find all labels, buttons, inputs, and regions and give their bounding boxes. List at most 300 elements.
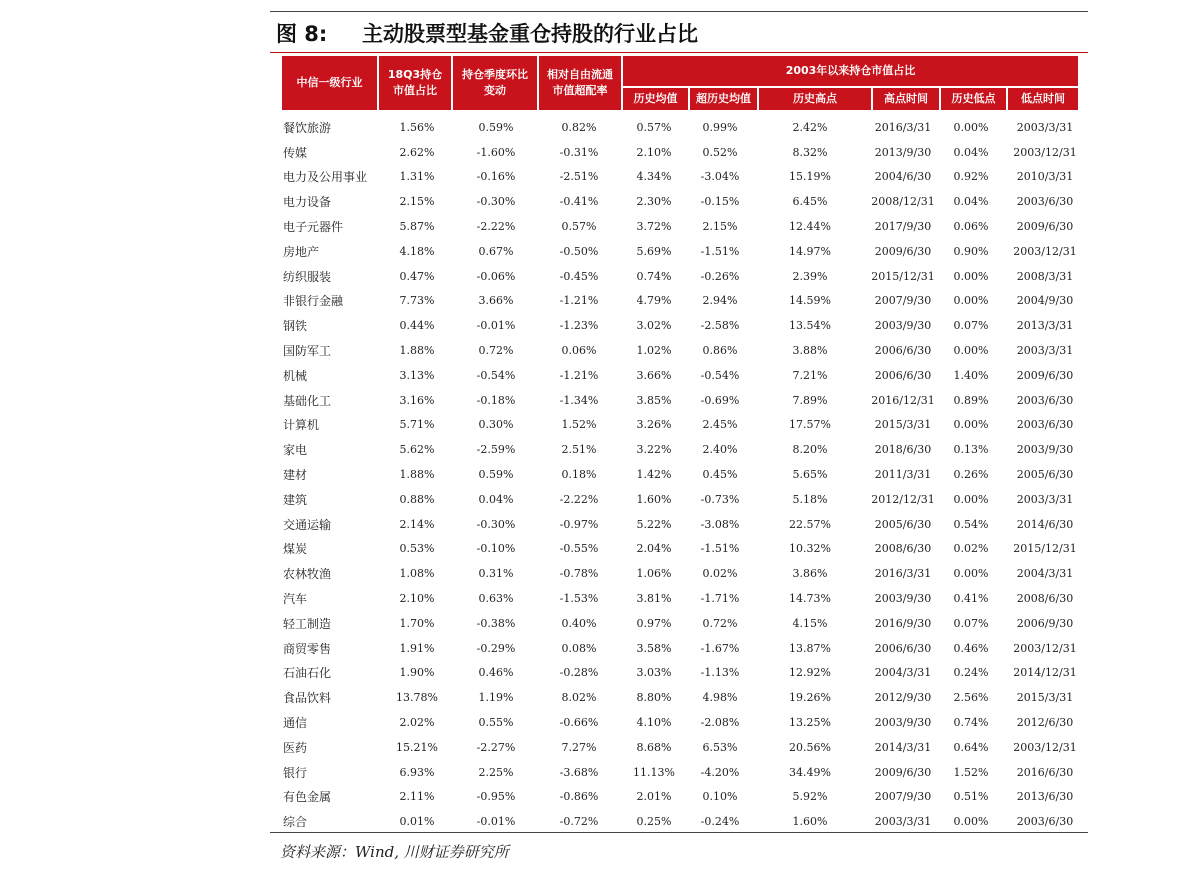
cell-low-time: 2004/3/31 xyxy=(1016,567,1074,581)
cell-qoq: -0.38% xyxy=(476,616,516,630)
cell-hist-avg: 1.02% xyxy=(636,344,672,358)
cell-industry: 机械 xyxy=(283,368,308,383)
cell-hist-high: 1.60% xyxy=(792,815,828,829)
cell-share: 1.56% xyxy=(399,120,435,134)
cell-industry: 纺织服装 xyxy=(283,269,332,284)
table-row xyxy=(276,264,1088,289)
cell-low-time: 2003/3/31 xyxy=(1016,344,1074,358)
cell-low-time: 2003/6/30 xyxy=(1016,393,1074,407)
cell-share: 2.15% xyxy=(399,195,435,209)
cell-low-time: 2003/3/31 xyxy=(1016,492,1074,506)
cell-qoq: 0.67% xyxy=(478,244,514,258)
cell-high-time: 2005/6/30 xyxy=(874,517,932,531)
table-row xyxy=(276,115,1088,140)
cell-relative: -1.53% xyxy=(559,592,599,606)
cell-over-avg: 0.52% xyxy=(702,145,738,159)
table-row xyxy=(276,537,1088,562)
cell-hist-high: 20.56% xyxy=(789,740,831,754)
cell-hist-high: 6.45% xyxy=(792,195,828,209)
cell-hist-low: 0.07% xyxy=(953,319,989,333)
cell-hist-avg: 3.72% xyxy=(636,220,672,234)
cell-relative: -2.51% xyxy=(559,170,599,184)
cell-industry: 建筑 xyxy=(283,492,308,507)
cell-industry: 医药 xyxy=(283,740,308,755)
cell-relative: -1.34% xyxy=(559,393,599,407)
cell-hist-low: 0.04% xyxy=(953,195,989,209)
cell-qoq: -0.95% xyxy=(476,790,516,804)
cell-industry: 银行 xyxy=(283,765,308,780)
table-row xyxy=(276,611,1088,636)
cell-over-avg: 0.72% xyxy=(702,616,738,630)
cell-hist-high: 3.86% xyxy=(792,567,828,581)
table-row xyxy=(276,760,1088,785)
cell-low-time: 2012/6/30 xyxy=(1016,716,1074,730)
cell-relative: 8.02% xyxy=(561,691,597,705)
cell-share: 1.88% xyxy=(399,344,435,358)
cell-hist-avg: 0.74% xyxy=(636,269,672,283)
cell-industry: 煤炭 xyxy=(283,542,308,557)
cell-hist-avg: 1.60% xyxy=(636,492,672,506)
cell-share: 0.88% xyxy=(399,492,435,506)
cell-industry: 汽车 xyxy=(283,592,308,607)
cell-low-time: 2009/6/30 xyxy=(1016,220,1074,234)
cell-relative: -0.97% xyxy=(559,517,599,531)
cell-industry: 通信 xyxy=(283,716,308,731)
cell-share: 1.08% xyxy=(399,567,435,581)
cell-share: 0.44% xyxy=(399,319,435,333)
cell-qoq: -0.30% xyxy=(476,517,516,531)
cell-hist-low: 0.54% xyxy=(953,517,989,531)
cell-industry: 电力及公用事业 xyxy=(283,170,368,185)
cell-relative: -1.21% xyxy=(559,368,599,382)
cell-relative: 7.27% xyxy=(561,740,597,754)
cell-industry: 建材 xyxy=(283,468,308,483)
cell-hist-low: 0.90% xyxy=(953,244,989,258)
cell-qoq: -2.27% xyxy=(476,740,516,754)
cell-relative: -2.22% xyxy=(559,492,599,506)
cell-hist-high: 13.25% xyxy=(789,716,831,730)
table-row xyxy=(276,561,1088,586)
cell-qoq: -0.16% xyxy=(476,170,516,184)
figure-title xyxy=(276,16,698,52)
cell-low-time: 2004/9/30 xyxy=(1016,294,1074,308)
cell-hist-avg: 3.02% xyxy=(636,319,672,333)
header-industry: 中信一级行业 xyxy=(282,56,377,110)
cell-hist-low: 2.56% xyxy=(953,691,989,705)
cell-high-time: 2004/6/30 xyxy=(874,170,932,184)
cell-high-time: 2003/9/30 xyxy=(874,592,932,606)
cell-hist-low: 0.51% xyxy=(953,790,989,804)
cell-relative: -0.66% xyxy=(559,716,599,730)
cell-relative: 0.18% xyxy=(561,468,597,482)
cell-qoq: 3.66% xyxy=(478,294,514,308)
cell-industry: 电力设备 xyxy=(283,195,332,210)
cell-hist-high: 8.32% xyxy=(792,145,828,159)
cell-hist-low: 0.02% xyxy=(953,542,989,556)
cell-over-avg: -0.69% xyxy=(700,393,740,407)
table-row xyxy=(276,512,1088,537)
table-row xyxy=(276,165,1088,190)
cell-high-time: 2007/9/30 xyxy=(874,294,932,308)
cell-over-avg: 0.10% xyxy=(702,790,738,804)
cell-hist-high: 34.49% xyxy=(789,765,831,779)
cell-relative: -0.31% xyxy=(559,145,599,159)
table-row xyxy=(276,338,1088,363)
table-row xyxy=(276,586,1088,611)
cell-relative: 0.06% xyxy=(561,344,597,358)
cell-over-avg: -0.15% xyxy=(700,195,740,209)
cell-relative: -0.28% xyxy=(559,666,599,680)
cell-hist-avg: 3.26% xyxy=(636,418,672,432)
header-qoq: 持仓季度环比变动 xyxy=(453,56,537,110)
cell-relative: -0.72% xyxy=(559,815,599,829)
cell-over-avg: 0.02% xyxy=(702,567,738,581)
cell-hist-low: 0.00% xyxy=(953,120,989,134)
cell-share: 1.88% xyxy=(399,468,435,482)
table-row xyxy=(276,685,1088,710)
cell-share: 0.01% xyxy=(399,815,435,829)
cell-hist-avg: 2.01% xyxy=(636,790,672,804)
cell-high-time: 2003/9/30 xyxy=(874,319,932,333)
cell-over-avg: -2.08% xyxy=(700,716,740,730)
table-row xyxy=(276,388,1088,413)
cell-hist-low: 0.06% xyxy=(953,220,989,234)
cell-relative: -0.86% xyxy=(559,790,599,804)
table-row xyxy=(276,785,1088,810)
cell-low-time: 2003/12/31 xyxy=(1013,641,1077,655)
cell-share: 0.53% xyxy=(399,542,435,556)
table-row xyxy=(276,735,1088,760)
cell-hist-low: 0.00% xyxy=(953,418,989,432)
cell-industry: 农林牧渔 xyxy=(283,567,332,582)
cell-high-time: 2015/12/31 xyxy=(871,269,935,283)
cell-qoq: -0.29% xyxy=(476,641,516,655)
cell-over-avg: 2.94% xyxy=(702,294,738,308)
table-row xyxy=(276,487,1088,512)
top-rule xyxy=(270,11,1088,12)
cell-hist-low: 0.04% xyxy=(953,145,989,159)
cell-hist-high: 5.65% xyxy=(792,468,828,482)
cell-low-time: 2003/9/30 xyxy=(1016,443,1074,457)
cell-industry: 餐饮旅游 xyxy=(283,120,332,135)
cell-over-avg: 2.15% xyxy=(702,220,738,234)
cell-hist-avg: 8.68% xyxy=(636,740,672,754)
table-row xyxy=(276,189,1088,214)
cell-high-time: 2006/6/30 xyxy=(874,368,932,382)
cell-over-avg: -0.24% xyxy=(700,815,740,829)
cell-qoq: -0.18% xyxy=(476,393,516,407)
cell-relative: 0.82% xyxy=(561,120,597,134)
cell-industry: 交通运输 xyxy=(283,517,332,532)
cell-qoq: -2.22% xyxy=(476,220,516,234)
cell-share: 2.62% xyxy=(399,145,435,159)
cell-hist-avg: 0.57% xyxy=(636,120,672,134)
cell-hist-high: 2.42% xyxy=(792,120,828,134)
cell-hist-low: 0.00% xyxy=(953,269,989,283)
industry-table xyxy=(276,115,1088,834)
cell-share: 15.21% xyxy=(396,740,438,754)
table-row xyxy=(276,661,1088,686)
cell-high-time: 2016/3/31 xyxy=(874,120,932,134)
cell-relative: -1.21% xyxy=(559,294,599,308)
cell-hist-low: 0.74% xyxy=(953,716,989,730)
cell-high-time: 2016/3/31 xyxy=(874,567,932,581)
cell-relative: 2.51% xyxy=(561,443,597,457)
cell-over-avg: -0.54% xyxy=(700,368,740,382)
table-row xyxy=(276,239,1088,264)
cell-share: 1.91% xyxy=(399,641,435,655)
table-row xyxy=(276,363,1088,388)
cell-hist-avg: 2.10% xyxy=(636,145,672,159)
cell-qoq: -0.06% xyxy=(476,269,516,283)
cell-industry: 房地产 xyxy=(283,244,320,259)
cell-high-time: 2006/6/30 xyxy=(874,641,932,655)
cell-hist-high: 17.57% xyxy=(789,418,831,432)
source-note: 资料来源：Wind, 川财证券研究所 xyxy=(280,843,509,861)
cell-hist-avg: 5.22% xyxy=(636,517,672,531)
cell-hist-high: 10.32% xyxy=(789,542,831,556)
cell-over-avg: 6.53% xyxy=(702,740,738,754)
cell-hist-high: 14.59% xyxy=(789,294,831,308)
header-hist-avg: 历史均值 xyxy=(623,88,688,110)
cell-low-time: 2015/12/31 xyxy=(1013,542,1077,556)
cell-over-avg: 2.45% xyxy=(702,418,738,432)
cell-high-time: 2009/6/30 xyxy=(874,244,932,258)
cell-low-time: 2014/12/31 xyxy=(1013,666,1077,680)
table-row xyxy=(276,413,1088,438)
cell-low-time: 2014/6/30 xyxy=(1016,517,1074,531)
cell-hist-avg: 4.10% xyxy=(636,716,672,730)
cell-hist-high: 13.54% xyxy=(789,319,831,333)
cell-industry: 石油石化 xyxy=(283,666,332,681)
cell-relative: -0.45% xyxy=(559,269,599,283)
table-row xyxy=(276,636,1088,661)
cell-industry: 电子元器件 xyxy=(283,220,344,235)
cell-relative: 1.52% xyxy=(561,418,597,432)
cell-hist-avg: 3.81% xyxy=(636,592,672,606)
cell-hist-high: 5.18% xyxy=(792,492,828,506)
cell-hist-low: 0.00% xyxy=(953,815,989,829)
cell-share: 2.11% xyxy=(399,790,435,804)
header-hist-high: 历史高点 xyxy=(759,88,871,110)
cell-hist-low: 1.52% xyxy=(953,765,989,779)
cell-over-avg: 0.45% xyxy=(702,468,738,482)
cell-qoq: 0.46% xyxy=(478,666,514,680)
table-row xyxy=(276,313,1088,338)
cell-industry: 非银行金融 xyxy=(283,294,344,309)
cell-low-time: 2003/12/31 xyxy=(1013,740,1077,754)
cell-qoq: -2.59% xyxy=(476,443,516,457)
cell-industry: 计算机 xyxy=(283,418,320,433)
cell-industry: 家电 xyxy=(283,443,308,458)
cell-low-time: 2008/3/31 xyxy=(1016,269,1074,283)
cell-hist-high: 2.39% xyxy=(792,269,828,283)
cell-hist-high: 19.26% xyxy=(789,691,831,705)
cell-hist-low: 1.40% xyxy=(953,368,989,382)
cell-hist-avg: 3.85% xyxy=(636,393,672,407)
cell-relative: -0.55% xyxy=(559,542,599,556)
header-share: 18Q3持仓市值占比 xyxy=(379,56,451,110)
cell-hist-avg: 0.25% xyxy=(636,815,672,829)
cell-share: 5.71% xyxy=(399,418,435,432)
cell-relative: 0.40% xyxy=(561,616,597,630)
cell-high-time: 2015/3/31 xyxy=(874,418,932,432)
cell-share: 3.13% xyxy=(399,368,435,382)
table-row xyxy=(276,710,1088,735)
cell-high-time: 2012/12/31 xyxy=(871,492,935,506)
cell-hist-avg: 5.69% xyxy=(636,244,672,258)
table-row xyxy=(276,809,1088,834)
table-row xyxy=(276,140,1088,165)
cell-hist-high: 14.73% xyxy=(789,592,831,606)
cell-hist-low: 0.92% xyxy=(953,170,989,184)
cell-low-time: 2016/6/30 xyxy=(1016,765,1074,779)
cell-qoq: 0.55% xyxy=(478,716,514,730)
cell-industry: 钢铁 xyxy=(283,319,308,334)
table-row xyxy=(276,214,1088,239)
cell-qoq: -1.60% xyxy=(476,145,516,159)
bottom-rule xyxy=(270,832,1088,833)
cell-hist-low: 0.46% xyxy=(953,641,989,655)
cell-over-avg: -1.71% xyxy=(700,592,740,606)
cell-relative: -0.50% xyxy=(559,244,599,258)
cell-high-time: 2008/6/30 xyxy=(874,542,932,556)
cell-high-time: 2009/6/30 xyxy=(874,765,932,779)
cell-hist-low: 0.00% xyxy=(953,294,989,308)
cell-low-time: 2003/12/31 xyxy=(1013,244,1077,258)
title-rule xyxy=(270,52,1088,53)
cell-high-time: 2003/9/30 xyxy=(874,716,932,730)
cell-qoq: 0.59% xyxy=(478,468,514,482)
cell-hist-high: 7.21% xyxy=(792,368,828,382)
table-row xyxy=(276,289,1088,314)
cell-over-avg: -3.08% xyxy=(700,517,740,531)
header-relative: 相对自由流通市值超配率 xyxy=(539,56,621,110)
cell-hist-high: 14.97% xyxy=(789,244,831,258)
cell-qoq: 0.30% xyxy=(478,418,514,432)
cell-high-time: 2016/9/30 xyxy=(874,616,932,630)
cell-hist-high: 22.57% xyxy=(789,517,831,531)
figure-title-text: 主动股票型基金重仓持股的行业占比 xyxy=(362,22,698,46)
cell-relative: -0.78% xyxy=(559,567,599,581)
cell-share: 1.90% xyxy=(399,666,435,680)
cell-share: 2.10% xyxy=(399,592,435,606)
cell-qoq: 0.59% xyxy=(478,120,514,134)
cell-hist-low: 0.26% xyxy=(953,468,989,482)
cell-hist-high: 8.20% xyxy=(792,443,828,457)
cell-high-time: 2006/6/30 xyxy=(874,344,932,358)
cell-qoq: -0.54% xyxy=(476,368,516,382)
cell-low-time: 2003/3/31 xyxy=(1016,120,1074,134)
cell-high-time: 2004/3/31 xyxy=(874,666,932,680)
cell-high-time: 2017/9/30 xyxy=(874,220,932,234)
cell-qoq: -0.30% xyxy=(476,195,516,209)
cell-share: 1.31% xyxy=(399,170,435,184)
cell-over-avg: 0.86% xyxy=(702,344,738,358)
cell-hist-high: 3.88% xyxy=(792,344,828,358)
cell-industry: 食品饮料 xyxy=(283,691,332,706)
cell-hist-avg: 0.97% xyxy=(636,616,672,630)
cell-share: 6.93% xyxy=(399,765,435,779)
cell-hist-avg: 3.66% xyxy=(636,368,672,382)
cell-hist-low: 0.24% xyxy=(953,666,989,680)
cell-high-time: 2012/9/30 xyxy=(874,691,932,705)
cell-share: 2.14% xyxy=(399,517,435,531)
cell-qoq: 0.31% xyxy=(478,567,514,581)
cell-qoq: 0.63% xyxy=(478,592,514,606)
cell-over-avg: 4.98% xyxy=(702,691,738,705)
cell-hist-avg: 3.58% xyxy=(636,641,672,655)
cell-qoq: -0.01% xyxy=(476,319,516,333)
cell-hist-high: 12.44% xyxy=(789,220,831,234)
cell-qoq: 2.25% xyxy=(478,765,514,779)
cell-over-avg: -1.13% xyxy=(700,666,740,680)
cell-hist-low: 0.00% xyxy=(953,492,989,506)
header-over-avg: 超历史均值 xyxy=(690,88,757,110)
header-low-time: 低点时间 xyxy=(1008,88,1078,110)
cell-over-avg: -2.58% xyxy=(700,319,740,333)
cell-hist-avg: 11.13% xyxy=(633,765,675,779)
cell-over-avg: -1.67% xyxy=(700,641,740,655)
cell-industry: 轻工制造 xyxy=(283,616,332,631)
cell-high-time: 2018/6/30 xyxy=(874,443,932,457)
cell-hist-avg: 3.03% xyxy=(636,666,672,680)
cell-share: 3.16% xyxy=(399,393,435,407)
cell-high-time: 2007/9/30 xyxy=(874,790,932,804)
cell-hist-low: 0.00% xyxy=(953,567,989,581)
cell-relative: 0.08% xyxy=(561,641,597,655)
cell-high-time: 2013/9/30 xyxy=(874,145,932,159)
cell-low-time: 2008/6/30 xyxy=(1016,592,1074,606)
table-row xyxy=(276,462,1088,487)
cell-share: 1.70% xyxy=(399,616,435,630)
cell-low-time: 2003/12/31 xyxy=(1013,145,1077,159)
cell-low-time: 2006/9/30 xyxy=(1016,616,1074,630)
cell-hist-high: 13.87% xyxy=(789,641,831,655)
cell-relative: -3.68% xyxy=(559,765,599,779)
cell-qoq: 1.19% xyxy=(478,691,514,705)
cell-over-avg: 0.99% xyxy=(702,120,738,134)
cell-qoq: 0.04% xyxy=(478,492,514,506)
cell-high-time: 2016/12/31 xyxy=(871,393,935,407)
cell-hist-low: 0.64% xyxy=(953,740,989,754)
cell-hist-avg: 3.22% xyxy=(636,443,672,457)
cell-share: 5.62% xyxy=(399,443,435,457)
cell-over-avg: -3.04% xyxy=(700,170,740,184)
cell-low-time: 2003/6/30 xyxy=(1016,195,1074,209)
cell-hist-avg: 4.79% xyxy=(636,294,672,308)
header-hist-low: 历史低点 xyxy=(941,88,1006,110)
cell-qoq: 0.72% xyxy=(478,344,514,358)
cell-low-time: 2013/3/31 xyxy=(1016,319,1074,333)
cell-over-avg: -0.26% xyxy=(700,269,740,283)
header-high-time: 高点时间 xyxy=(873,88,939,110)
cell-hist-avg: 1.42% xyxy=(636,468,672,482)
cell-over-avg: -1.51% xyxy=(700,542,740,556)
cell-hist-low: 0.07% xyxy=(953,616,989,630)
cell-hist-avg: 4.34% xyxy=(636,170,672,184)
cell-share: 0.47% xyxy=(399,269,435,283)
cell-share: 13.78% xyxy=(396,691,438,705)
cell-hist-high: 5.92% xyxy=(792,790,828,804)
cell-hist-high: 15.19% xyxy=(789,170,831,184)
cell-share: 5.87% xyxy=(399,220,435,234)
cell-high-time: 2008/12/31 xyxy=(871,195,935,209)
cell-low-time: 2015/3/31 xyxy=(1016,691,1074,705)
cell-hist-high: 4.15% xyxy=(792,616,828,630)
table-body xyxy=(276,115,1088,834)
cell-high-time: 2003/3/31 xyxy=(874,815,932,829)
